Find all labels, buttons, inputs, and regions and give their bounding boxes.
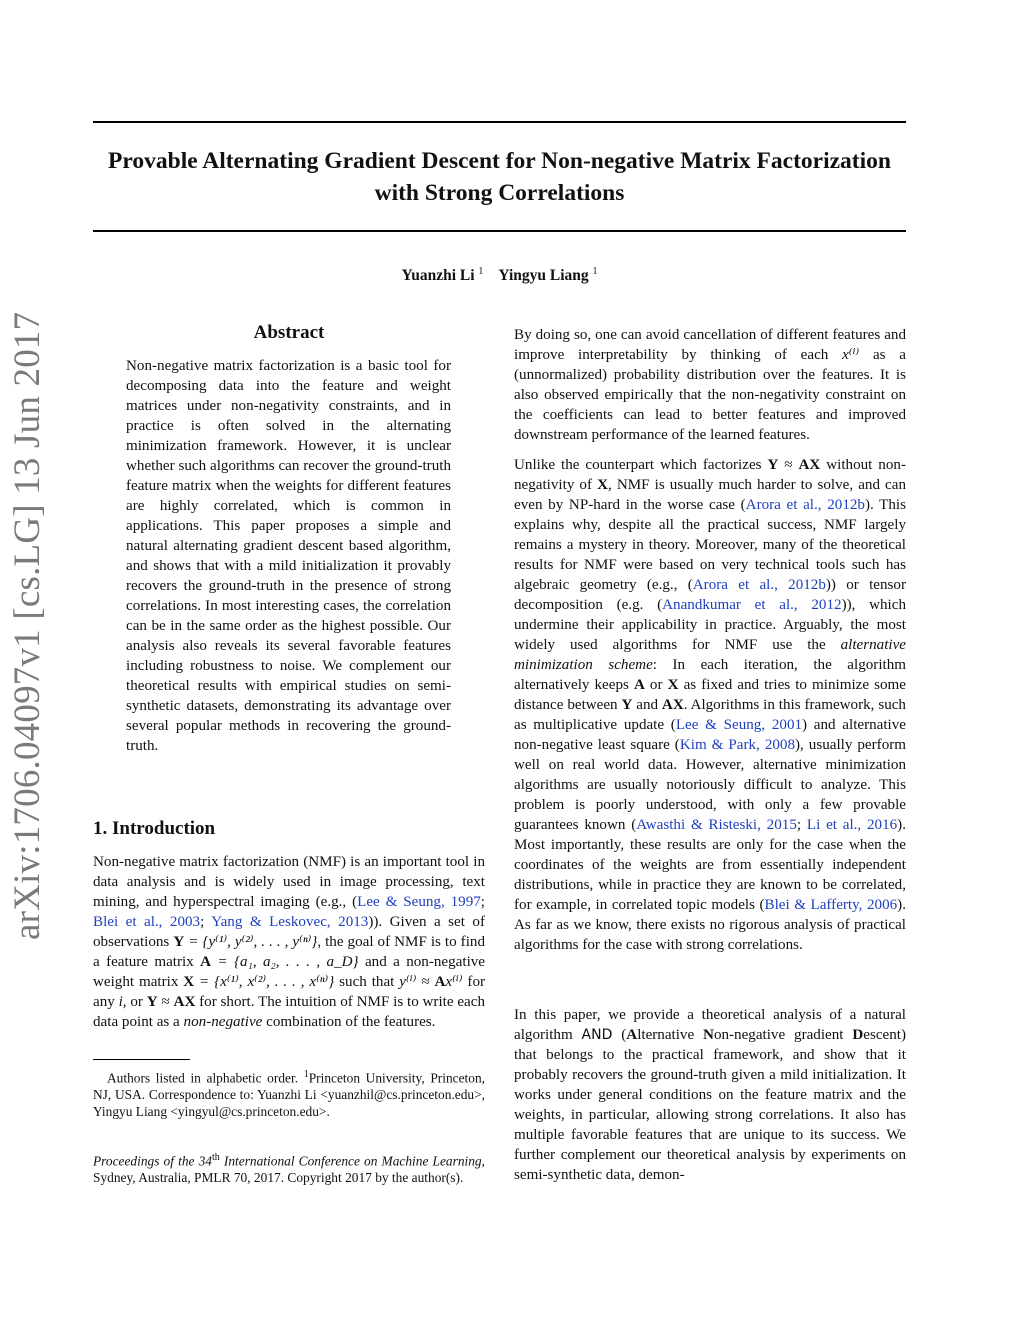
body-text: By doing so, one can avoid cancellation of different features and improve interpretability by thinking of each	[514, 327, 906, 363]
citation-link[interactable]: Li et al., 2016	[806, 817, 898, 833]
citation-link[interactable]: Lee & Seung, 2001	[675, 717, 803, 733]
footnote-affiliation: Princeton University, Princeton, NJ, USA. Correspondence to: Yuanzhi Li <yuanzhil@cs.princeton.edu>, Yingyu Liang <yingyul@cs.princeton.edu>.	[93, 1070, 485, 1120]
intro-text: )). Given a set of observations	[93, 914, 485, 950]
acronym-letter: N	[703, 1027, 714, 1043]
paper-title	[93, 145, 906, 209]
emphasis: non-negative	[183, 1014, 263, 1030]
math-symbol: AX	[798, 457, 821, 473]
body-text: : In each iteration, the algorithm alternatively keeps	[514, 657, 906, 693]
intro-heading: 1. Introduction	[93, 818, 216, 839]
intro-text: for short. The intuition of NMF is to write each data point as a	[93, 994, 485, 1030]
citation-link[interactable]: Kim & Park, 2008	[679, 737, 796, 753]
math-expression: x⁽ⁱ⁾	[842, 347, 860, 363]
intro-paragraph	[93, 852, 485, 1032]
math-expression: = {a₁, a₂, . . . , a_D}	[211, 954, 359, 970]
citation-link[interactable]: Arora et al., 2012b	[745, 497, 865, 513]
math-symbol: A	[200, 954, 212, 970]
intro-text: such that	[334, 974, 400, 990]
body-text: ), usually perform well on real world data. However, alternative minimization algorithms are usually notoriously difficult to analyze. This problem is poorly understood, with only a few provable guarantees known (	[514, 737, 907, 833]
body-text: In this paper, we provide a theoretical analysis of a natural algorithm	[514, 1007, 906, 1043]
body-text: Unlike the counterpart which factorizes	[514, 457, 768, 473]
math-expression: = {y⁽¹⁾, y⁽²⁾, . . . , y⁽ⁿ⁾}	[184, 934, 318, 950]
math-symbol: AX	[661, 697, 684, 713]
body-text: ). Most importantly, these results are only for the case when the coordinates of the weights are from essentially independent distributions, while in practice they are known to be correlated, for example, in correlated topic models (	[514, 817, 906, 913]
body-text: ). This explains why, despite all the practical success, NMF largely remains a mystery in theory. Moreover, many of the theoretical results for NMF were based on very technical tools such has algebraic geometry (e.g., (	[514, 497, 907, 593]
math-symbol: X	[597, 477, 608, 493]
math-expression: ≈	[778, 457, 799, 473]
citation-link[interactable]: Awasthi & Risteski, 2015	[636, 817, 797, 833]
body-text: ) and alternative non-negative least square (	[514, 717, 906, 753]
body-text: as a (unnormalized) probability distribution over the features. It is also observed empirically that the non-negativity constraint on the coefficients can lead to better features and improved downstream performance of the learned features.	[514, 347, 906, 443]
proceedings-suffix: th	[211, 1152, 220, 1163]
body-text: or	[644, 677, 668, 693]
body-text: (	[612, 1027, 627, 1043]
proceedings-number: 34	[198, 1153, 212, 1169]
body-text: ). As far as we know, there exists no rigorous analysis of practical algorithms for the case with strong correlations.	[514, 897, 906, 953]
math-expression: x⁽ⁱ⁾	[445, 974, 463, 990]
body-text: without non-negativity of	[514, 457, 906, 493]
author-list	[93, 266, 906, 285]
proceedings-text: Proceedings of the	[93, 1153, 199, 1169]
intro-text: for any	[93, 974, 486, 1010]
top-rule	[93, 121, 906, 123]
citation-separator: ;	[480, 894, 485, 910]
math-expression: ≈	[157, 994, 174, 1010]
math-symbol: A	[633, 677, 645, 693]
citation-link[interactable]: Anandkumar et al., 2012	[662, 597, 842, 613]
algorithm-name: AND	[581, 1027, 613, 1043]
citation-link[interactable]: Yang & Leskovec, 2013	[211, 914, 369, 930]
body-text: as fixed and tries to minimize some distance between	[514, 677, 906, 713]
footnote-rule	[93, 1059, 190, 1060]
citation-link[interactable]: Blei et al., 2003	[93, 914, 201, 930]
body-text: escent) that belongs to the practical framework, and show that it probably recovers the ground-truth given a mild initialization. It works under general conditions on the feature matrix and the weights, in particular, allowing strong correlations. It also has multiple favorable features that are unique to its success. We further complement our theoretical analysis by experiments on semi-synthetic data, demon-	[514, 1027, 906, 1183]
math-symbol: X	[667, 677, 679, 693]
title-line-2: with Strong Correlations	[374, 180, 625, 206]
math-symbol: Y	[173, 934, 185, 950]
intro-text: and a non-negative weight matrix	[93, 954, 486, 990]
citation-link[interactable]: Blei & Lafferty, 2006	[764, 897, 898, 913]
abstract-text: Non-negative matrix factorization is a basic tool for decomposing data into the feature and weight matrices under non-negativity constraints, and in practice is often solved in the alternating minimization framework. However, it is unclear whether such algorithms can recover the ground-truth feature matrix when the weights for different features are highly correlated, which is common in applications. This paper proposes a simple and natural alternating gradient descent based algorithm, and shows that with a mild initialization it provably recovers the ground-truth in the presence of strong correlations. In most interesting cases, the correlation can be in the same order as the highest possible. Our analysis also reveals its several favorable features including robustness to noise. We complement our theoretical results with empirical studies on semi-synthetic datasets, demonstrating its advantage over several popular methods in recovering the ground-truth.	[126, 358, 451, 754]
body-text: on-negative gradient	[713, 1027, 853, 1043]
math-symbol: i	[118, 994, 123, 1010]
proceedings-details: , Sydney, Australia, PMLR 70, 2017. Copyright 2017 by the author(s).	[93, 1153, 485, 1186]
acronym-letter: A	[626, 1027, 638, 1043]
abstract-heading: Abstract	[253, 322, 325, 343]
right-paragraph-2	[514, 455, 906, 955]
affil-mark-1: 1	[478, 266, 484, 277]
citation-separator: ;	[200, 914, 212, 930]
proceedings-note	[93, 1149, 485, 1186]
body-text: . Algorithms in this framework, such as multiplicative update (	[514, 697, 906, 733]
math-symbol: X	[183, 974, 195, 990]
right-paragraph-3	[514, 1005, 906, 1185]
citation-link[interactable]: Arora et al., 2012b	[692, 577, 826, 593]
author-2: Yingyu Liang	[498, 267, 589, 285]
bottom-title-rule	[93, 230, 906, 232]
intro-text: , the goal of NMF is to find a feature matrix	[93, 934, 485, 970]
body-text: and	[632, 697, 662, 713]
intro-text: combination of the features.	[262, 1014, 436, 1030]
intro-text: Non-negative matrix factorization (NMF) is an important tool in data analysis and is widely used in image processing, text mining, and hyperspectral imaging (e.g., (	[93, 854, 485, 910]
math-symbol: Y	[767, 457, 779, 473]
math-symbol: Y	[146, 994, 158, 1010]
body-text: )), which undermine their applicability in practice. Arguably, the most widely used algorithms for NMF use the	[514, 597, 906, 653]
body-text: )) or tensor decomposition (e.g. (	[514, 577, 906, 613]
math-symbol: AX	[173, 994, 196, 1010]
intro-text: , or	[122, 994, 147, 1010]
footnote	[93, 1066, 485, 1120]
citation-separator: ;	[796, 817, 807, 833]
footnote-text: Authors listed in alphabetic order.	[107, 1070, 304, 1086]
citation-link[interactable]: Lee & Seung, 1997	[357, 894, 481, 910]
emphasis: alternative minimization scheme	[514, 637, 906, 673]
math-symbol: Y	[621, 697, 633, 713]
author-1: Yuanzhi Li	[401, 267, 475, 285]
arxiv-stamp: arXiv:1706.04097v1 [cs.LG] 13 Jun 2017	[7, 311, 48, 940]
title-line-1: Provable Alternating Gradient Descent for Non-negative Matrix Factorization	[108, 148, 891, 174]
footnote-mark: 1	[303, 1069, 309, 1080]
math-expression: = {x⁽¹⁾, x⁽²⁾, . . . , x⁽ⁿ⁾}	[194, 974, 335, 990]
math-symbol: A	[434, 974, 446, 990]
body-text: , NMF is usually much harder to solve, and can even by NP-hard in the worse case (	[514, 477, 907, 513]
acronym-letter: D	[852, 1027, 864, 1043]
affil-mark-2: 1	[592, 266, 598, 277]
proceedings-conference: International Conference on Machine Learning	[219, 1153, 482, 1169]
right-paragraph-1	[514, 325, 906, 445]
body-text: lternative	[637, 1027, 704, 1043]
math-expression: y⁽ⁱ⁾ ≈	[399, 974, 435, 990]
